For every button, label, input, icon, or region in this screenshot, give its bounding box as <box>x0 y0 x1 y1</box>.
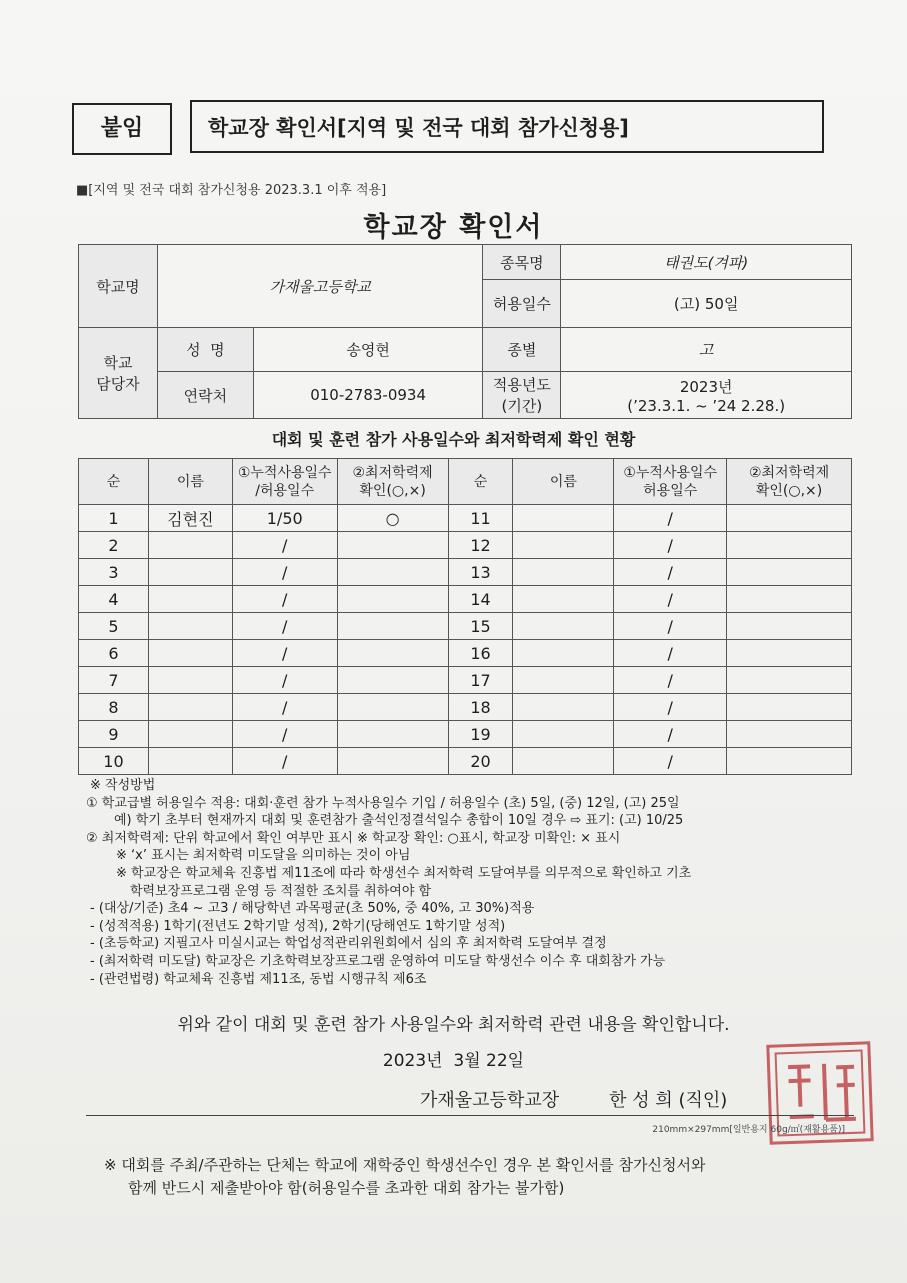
row-name: 김현진 <box>148 505 232 532</box>
header-days-right: ①누적사용일수 허용일수 <box>614 459 727 505</box>
row-no: 8 <box>79 694 149 721</box>
table-row <box>79 559 852 586</box>
row-check <box>337 640 448 667</box>
school-name-value: 가재울고등학교 <box>157 245 483 328</box>
event-label: 종목명 <box>483 245 561 280</box>
instruction-line: - (대상/기준) 초4 ~ 고3 / 해당학년 과목평균(초 50%, 중 40%, 고 30%)적용 <box>90 901 535 917</box>
row-name <box>148 532 232 559</box>
manager-label-line1: 학교 <box>103 354 133 372</box>
year-value-line2: (’23.3.1. ~ ’24 2.28.) <box>627 396 786 415</box>
row-check <box>727 694 852 721</box>
row-name <box>148 586 232 613</box>
row-check <box>727 667 852 694</box>
row-check <box>337 586 448 613</box>
row-check <box>727 613 852 640</box>
row-days: / <box>232 613 337 640</box>
row-no: 15 <box>448 613 513 640</box>
row-name <box>513 559 614 586</box>
row-days: / <box>232 694 337 721</box>
row-no: 10 <box>79 748 149 775</box>
row-name <box>513 667 614 694</box>
header-days-left: ①누적사용일수 /허용일수 <box>232 459 337 505</box>
row-days: / <box>232 667 337 694</box>
header-min-left: ②최저학력제 확인(○,×) <box>337 459 448 505</box>
table-row <box>79 532 852 559</box>
header-name-left: 이름 <box>148 459 232 505</box>
row-check <box>727 505 852 532</box>
instruction-line: - (초등학교) 지필고사 미실시교는 학업성적관리위원회에서 심의 후 최저학력 도달여부 결정 <box>90 936 607 952</box>
table-row <box>79 505 852 532</box>
category-value: 고 <box>561 328 852 372</box>
year-value-line1: 2023년 <box>679 377 733 396</box>
row-no: 6 <box>79 640 149 667</box>
paper-spec: 210mm×297mm[일반용지 60g/㎡(재활용품)] <box>652 1125 845 1135</box>
table-row <box>79 721 852 748</box>
row-check <box>337 748 448 775</box>
row-days: / <box>232 748 337 775</box>
header-min-right: ②최저학력제 확인(○,×) <box>727 459 852 505</box>
row-check <box>337 721 448 748</box>
instruction-line: - (성적적용) 1학기(전년도 2학기말 성적), 2학기(당해연도 1학기말 성적) <box>90 918 506 934</box>
row-check <box>337 559 448 586</box>
row-days: / <box>614 694 727 721</box>
instruction-line: ① 학교급별 허용일수 적용: 대회·훈련 참가 누적사용일수 기입 / 허용일수 (초) 5일, (중) 12일, (고) 25일 <box>86 795 680 811</box>
row-check <box>337 532 448 559</box>
row-name <box>513 613 614 640</box>
instruction-line: ※ 학교장은 학교체육 진흥법 제11조에 따라 학생선수 최저학력 도달여부를 의무적으로 확인하고 기초 <box>116 865 692 881</box>
row-name <box>148 721 232 748</box>
manager-label <box>79 328 158 419</box>
row-days: / <box>614 721 727 748</box>
row-check <box>727 586 852 613</box>
row-name <box>513 586 614 613</box>
row-days: 1/50 <box>232 505 337 532</box>
table-subtitle: 대회 및 훈련 참가 사용일수와 최저학력제 확인 현황 <box>271 430 636 449</box>
row-days: / <box>232 640 337 667</box>
header-name-right: 이름 <box>513 459 614 505</box>
allowed-days-value: (고) 50일 <box>561 280 852 328</box>
footer-note <box>104 1154 834 1200</box>
instruction-line: 예) 학기 초부터 현재까지 대회 및 훈련참가 출석인정결석일수 총합이 10일 경우 ⇨ 표기: (고) 10/25 <box>114 813 684 829</box>
row-no: 11 <box>448 505 513 532</box>
header-no-left: 순 <box>79 459 149 505</box>
row-days: / <box>614 586 727 613</box>
school-name-label: 학교명 <box>79 245 158 328</box>
row-no: 9 <box>79 721 149 748</box>
principal-name: 한 성 희 (직인) <box>609 1090 728 1111</box>
manager-label-line2: 담당자 <box>96 375 140 393</box>
instruction-line: ※ ‘x’ 표시는 최저학력 미도달을 의미하는 것이 아님 <box>116 848 411 864</box>
row-no: 17 <box>448 667 513 694</box>
row-days: / <box>614 532 727 559</box>
allowed-days-label: 허용일수 <box>483 280 561 328</box>
table-row <box>79 640 852 667</box>
usage-table <box>78 458 852 775</box>
row-check <box>337 694 448 721</box>
year-value <box>561 372 852 419</box>
row-no: 2 <box>79 532 149 559</box>
row-days: / <box>614 559 727 586</box>
row-days: / <box>232 559 337 586</box>
year-label-line2: (기간) <box>501 397 543 415</box>
row-check <box>337 613 448 640</box>
row-check <box>727 640 852 667</box>
issue-date: 2023년 3월 22일 <box>382 1051 525 1071</box>
row-no: 4 <box>79 586 149 613</box>
year-label-line1: 적용년도 <box>492 376 551 394</box>
header-no-right: 순 <box>448 459 513 505</box>
table-row <box>79 667 852 694</box>
row-name <box>148 694 232 721</box>
row-no: 13 <box>448 559 513 586</box>
row-days: / <box>614 667 727 694</box>
row-no: 14 <box>448 586 513 613</box>
row-check <box>337 667 448 694</box>
category-label: 종별 <box>483 328 561 372</box>
row-check: ○ <box>337 505 448 532</box>
document-box-title: 학교장 확인서[지역 및 전국 대회 참가신청용] <box>190 100 824 153</box>
row-name <box>513 748 614 775</box>
row-name <box>513 694 614 721</box>
row-name <box>513 721 614 748</box>
table-row <box>79 586 852 613</box>
row-no: 18 <box>448 694 513 721</box>
instruction-line: - (최저학력 미도달) 학교장은 기초학력보장프로그램 운영하여 미도달 학생선수 이수 후 대회참가 가능 <box>90 953 666 969</box>
school-info-table <box>78 244 852 419</box>
usage-table-header <box>79 459 852 505</box>
manager-name-label: 성 명 <box>157 328 253 372</box>
row-days: / <box>614 505 727 532</box>
row-name <box>148 613 232 640</box>
table-row <box>79 748 852 775</box>
instruction-line: ② 최저학력제: 단위 학교에서 확인 여부만 표시 ※ 학교장 확인: ○표시, 학교장 미확인: × 표시 <box>86 830 621 846</box>
main-title: 학교장 확인서 <box>363 212 544 243</box>
row-name <box>148 748 232 775</box>
contact-label: 연락처 <box>157 372 253 419</box>
row-days: / <box>614 748 727 775</box>
footer-line: 함께 반드시 제출받아야 함(허용일수를 초과한 대회 참가는 불가함) <box>128 1179 565 1197</box>
instruction-line: - (관련법령) 학교체육 진흥법 제11조, 동법 시행규칙 제6조 <box>90 971 427 987</box>
year-label <box>483 372 561 419</box>
instructions-heading: ※ 작성방법 <box>90 778 156 793</box>
principal-title: 가재울고등학교장 <box>420 1090 560 1111</box>
row-check <box>727 532 852 559</box>
table-row <box>79 694 852 721</box>
row-no: 16 <box>448 640 513 667</box>
event-value: 태권도(겨파) <box>561 245 852 280</box>
divider-line <box>86 1115 854 1116</box>
row-days: / <box>232 532 337 559</box>
instruction-line: 학력보장프로그램 운영 등 적절한 조치를 취하여야 함 <box>130 883 432 899</box>
row-days: / <box>232 586 337 613</box>
row-days: / <box>614 640 727 667</box>
row-no: 12 <box>448 532 513 559</box>
row-name <box>148 667 232 694</box>
footer-line: ※ 대회를 주최/주관하는 단체는 학교에 재학중인 학생선수인 경우 본 확인서를 참가신청서와 <box>104 1156 706 1174</box>
row-no: 20 <box>448 748 513 775</box>
row-check <box>727 559 852 586</box>
table-row <box>79 613 852 640</box>
principal-signature <box>420 1086 727 1112</box>
confirmation-statement: 위와 같이 대회 및 훈련 참가 사용일수와 최저학력 관련 내용을 확인합니다. <box>177 1015 730 1035</box>
writing-instructions <box>86 777 856 988</box>
row-name <box>513 505 614 532</box>
row-no: 5 <box>79 613 149 640</box>
manager-name-value: 송영현 <box>253 328 483 372</box>
row-name <box>148 640 232 667</box>
row-days: / <box>232 721 337 748</box>
attachment-label: 붙임 <box>72 103 172 155</box>
row-check <box>727 721 852 748</box>
row-name <box>148 559 232 586</box>
row-no: 7 <box>79 667 149 694</box>
row-no: 1 <box>79 505 149 532</box>
row-name <box>513 532 614 559</box>
row-name <box>513 640 614 667</box>
row-no: 19 <box>448 721 513 748</box>
applies-note: ■[지역 및 전국 대회 참가신청용 2023.3.1 이후 적용] <box>76 183 387 198</box>
row-days: / <box>614 613 727 640</box>
row-check <box>727 748 852 775</box>
contact-value: 010-2783-0934 <box>253 372 483 419</box>
row-no: 3 <box>79 559 149 586</box>
